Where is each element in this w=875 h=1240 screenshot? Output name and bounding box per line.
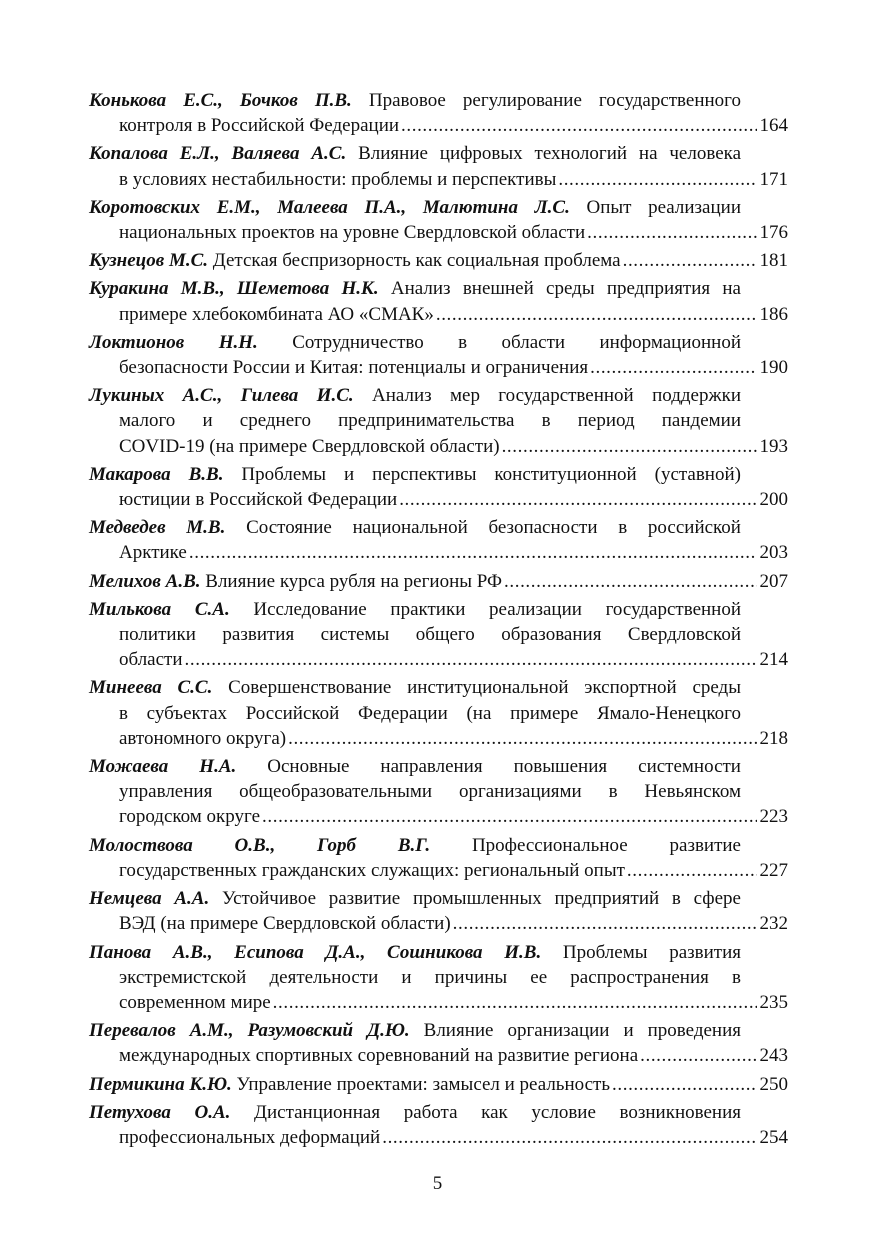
dot-leader [382, 1125, 756, 1150]
entry-title-start: Исследование практики реализации государственной [229, 598, 742, 620]
entry-title: Управление проектами: замысел и реальность [231, 1073, 611, 1095]
entry-page-number: 243 [759, 1045, 788, 1067]
toc-entry [89, 195, 788, 245]
dot-leader [273, 990, 757, 1015]
dot-leader [623, 248, 757, 273]
entry-title-start: Профессиональное развитие [430, 834, 741, 856]
entry-last-line [119, 434, 788, 459]
entry-title-end: контроля в Российской Федерации [119, 115, 400, 137]
entry-title: Детская беспризорность как социальная проблема [208, 250, 621, 272]
entry-first-line [89, 383, 741, 408]
entry-last-line [119, 1043, 788, 1068]
entry-authors: Немцева А.А. [89, 888, 210, 910]
entry-authors: Панова А.В., Есипова Д.А., Сошникова И.В. [89, 941, 542, 963]
toc-entry [89, 1100, 788, 1150]
toc-entry [89, 597, 788, 673]
entry-last-line [119, 726, 788, 751]
entry-first-line [89, 675, 741, 700]
toc-entry [89, 276, 788, 326]
dot-leader [288, 726, 756, 751]
entry-first-line [89, 886, 741, 911]
dot-leader [436, 302, 757, 327]
entry-first-line [89, 195, 741, 220]
toc-entry [89, 88, 788, 138]
toc-entry [89, 569, 788, 594]
dot-leader [627, 858, 757, 883]
entry-first-line [89, 940, 741, 965]
entry-title-end: городском округе [119, 806, 261, 828]
entry-page-number: 218 [759, 727, 788, 749]
entry-authors: Пермикина К.Ю. [89, 1073, 232, 1095]
dot-leader [401, 113, 756, 138]
entry-authors: Кузнецов М.С. [89, 250, 209, 272]
entry-title-line: управления общеобразовательными организациями в Невьянском [119, 781, 741, 803]
entry-last-line [119, 220, 788, 245]
entry-last-line [119, 1125, 788, 1150]
entry-first-line [89, 833, 741, 858]
entry-text [89, 248, 621, 273]
toc-entry [89, 1072, 788, 1097]
entry-title-start: Правовое регулирование государственного [351, 90, 741, 111]
entry-page-number: 186 [759, 303, 788, 325]
entry-text [89, 569, 502, 594]
toc-entry [89, 940, 788, 1016]
entry-title-end: ВЭД (на примере Свердловской области) [119, 913, 451, 935]
entry-title-end: в условиях нестабильности: проблемы и перспективы [119, 168, 557, 190]
entry-last-line [119, 804, 788, 829]
dot-leader [399, 487, 756, 512]
entry-title-end: COVID-19 (на примере Свердловской области) [119, 435, 500, 457]
entry-title-start: Совершенствование институциональной экспортной среды [212, 677, 741, 699]
entry-title-start: Основные направления повышения системности [236, 756, 741, 778]
dot-leader [185, 647, 757, 672]
toc-entry [89, 675, 788, 751]
entry-authors: Молоствова О.В., Горб В.Г. [89, 834, 431, 856]
entry-title-end: современном мире [119, 991, 271, 1013]
dot-leader [612, 1072, 756, 1097]
entry-title-end: международных спортивных соревнований на развитие региона [119, 1045, 639, 1067]
entry-page-number: 235 [759, 991, 788, 1013]
entry-title-end: профессиональных деформаций [119, 1126, 381, 1148]
entry-title-start: Проблемы развития [541, 941, 741, 963]
entry-last-line [119, 487, 788, 512]
entry-authors: Макарова В.В. [89, 463, 224, 485]
entry-single-line [89, 1072, 788, 1097]
entry-page-number: 203 [759, 542, 788, 564]
entry-last-line [119, 990, 788, 1015]
entry-title-start: Дистанционная работа как условие возникновения [230, 1101, 741, 1123]
entry-page-number: 181 [759, 250, 788, 272]
entry-first-line [89, 754, 741, 779]
entry-title-end: примере хлебокомбината АО «СМАК» [119, 303, 434, 325]
entry-title-start: Анализ внешней среды предприятия на [378, 278, 741, 300]
entry-first-line [89, 1018, 741, 1043]
entry-page-number: 190 [759, 357, 788, 379]
toc-entry [89, 141, 788, 191]
entry-authors: Перевалов А.М., Разумовский Д.Ю. [89, 1020, 410, 1042]
dot-leader [262, 804, 756, 829]
entry-authors: Лукиных А.С., Гилева И.С. [89, 385, 354, 407]
entry-first-line [89, 1100, 741, 1125]
entry-last-line [119, 858, 788, 883]
entry-page-number: 176 [759, 222, 788, 244]
entry-last-line [119, 911, 788, 936]
entry-title-end: автономного округа) [119, 727, 287, 749]
dot-leader [640, 1043, 756, 1068]
entry-title-line: малого и среднего предпринимательства в период пандемии [119, 410, 741, 432]
entry-first-line [89, 330, 741, 355]
entry-page-number: 254 [759, 1126, 788, 1148]
page-number: 5 [432, 1173, 443, 1194]
entry-title-start: Влияние организации и проведения [409, 1020, 742, 1042]
entry-title-line: экстремистской деятельности и причины ее распространения в [119, 966, 741, 988]
entry-title-start: Сотрудничество в области информационной [257, 331, 742, 353]
entry-page-number: 207 [759, 570, 788, 592]
entry-title-end: национальных проектов на уровне Свердловской области [119, 222, 586, 244]
entry-title-start: Опыт реализации [569, 196, 741, 218]
entry-page-number: 232 [759, 913, 788, 935]
entry-title-end: Арктике [119, 542, 187, 564]
entry-page-number: 214 [759, 649, 788, 671]
entry-first-line [89, 88, 741, 113]
entry-title-end: области [119, 649, 183, 671]
toc-entry [89, 383, 788, 459]
entry-title-start: Проблемы и перспективы конституционной (уставной) [223, 463, 741, 485]
entry-authors: Конькова Е.С., Бочков П.В. [89, 90, 352, 111]
toc-entry [89, 248, 788, 273]
entry-authors: Копалова Е.Л., Валяева А.С. [89, 143, 347, 165]
toc-entry [89, 462, 788, 512]
entry-first-line [89, 597, 741, 622]
entry-authors: Куракина М.В., Шеметова Н.К. [89, 278, 379, 300]
entry-title-line: политики развития системы общего образования Свердловской [119, 624, 741, 646]
entry-last-line [119, 355, 788, 380]
dot-leader [558, 167, 756, 192]
toc-entry [89, 754, 788, 830]
toc-entry [89, 515, 788, 565]
dot-leader [504, 569, 756, 594]
toc-entry [89, 833, 788, 883]
entry-title-start: Анализ мер государственной поддержки [353, 385, 741, 407]
entry-single-line [89, 569, 788, 594]
dot-leader [587, 220, 756, 245]
entry-first-line [89, 141, 741, 166]
entry-last-line [119, 167, 788, 192]
toc-entry [89, 886, 788, 936]
toc-entry [89, 1018, 788, 1068]
entry-authors: Коротовских Е.М., Малеева П.А., Малютина Л.С. [89, 196, 570, 218]
entry-page-number: 164 [759, 115, 788, 137]
dot-leader [453, 911, 757, 936]
entry-first-line [89, 276, 741, 301]
entry-authors: Мелихов А.В. [89, 570, 201, 592]
entry-last-line [119, 113, 788, 138]
entry-authors: Можаева Н.А. [89, 756, 237, 778]
entry-authors: Милькова С.А. [89, 598, 230, 620]
entry-first-line [89, 462, 741, 487]
entry-title-line: в субъектах Российской Федерации (на примере Ямало-Ненецкого [119, 702, 741, 724]
entry-single-line [89, 248, 788, 273]
table-of-contents [89, 88, 788, 1153]
entry-page-number: 200 [759, 489, 788, 511]
dot-leader [189, 540, 757, 565]
entry-page-number: 171 [759, 168, 788, 190]
entry-first-line [89, 515, 741, 540]
entry-authors: Минеева С.С. [89, 677, 213, 699]
entry-title: Влияние курса рубля на регионы РФ [200, 570, 503, 592]
toc-entry [89, 330, 788, 380]
dot-leader [590, 355, 756, 380]
entry-title-start: Состояние национальной безопасности в российской [225, 517, 741, 539]
entry-title-end: государственных гражданских служащих: региональный опыт [119, 859, 625, 881]
dot-leader [502, 434, 757, 459]
entry-page-number: 223 [759, 806, 788, 828]
entry-page-number: 227 [759, 859, 788, 881]
entry-title-end: безопасности России и Китая: потенциалы и ограничения [119, 357, 589, 379]
entry-title-start: Устойчивое развитие промышленных предприятий в сфере [209, 888, 741, 910]
entry-page-number: 250 [759, 1073, 788, 1095]
entry-title-start: Влияние цифровых технологий на человека [346, 143, 741, 165]
entry-authors: Медведев М.В. [89, 517, 226, 539]
entry-page-number: 193 [759, 435, 788, 457]
entry-last-line [119, 302, 788, 327]
entry-last-line [119, 540, 788, 565]
entry-last-line [119, 647, 788, 672]
entry-title-end: юстиции в Российской Федерации [119, 489, 398, 511]
entry-authors: Локтионов Н.Н. [89, 331, 258, 353]
entry-authors: Петухова О.А. [89, 1101, 231, 1123]
entry-text [89, 1072, 610, 1097]
